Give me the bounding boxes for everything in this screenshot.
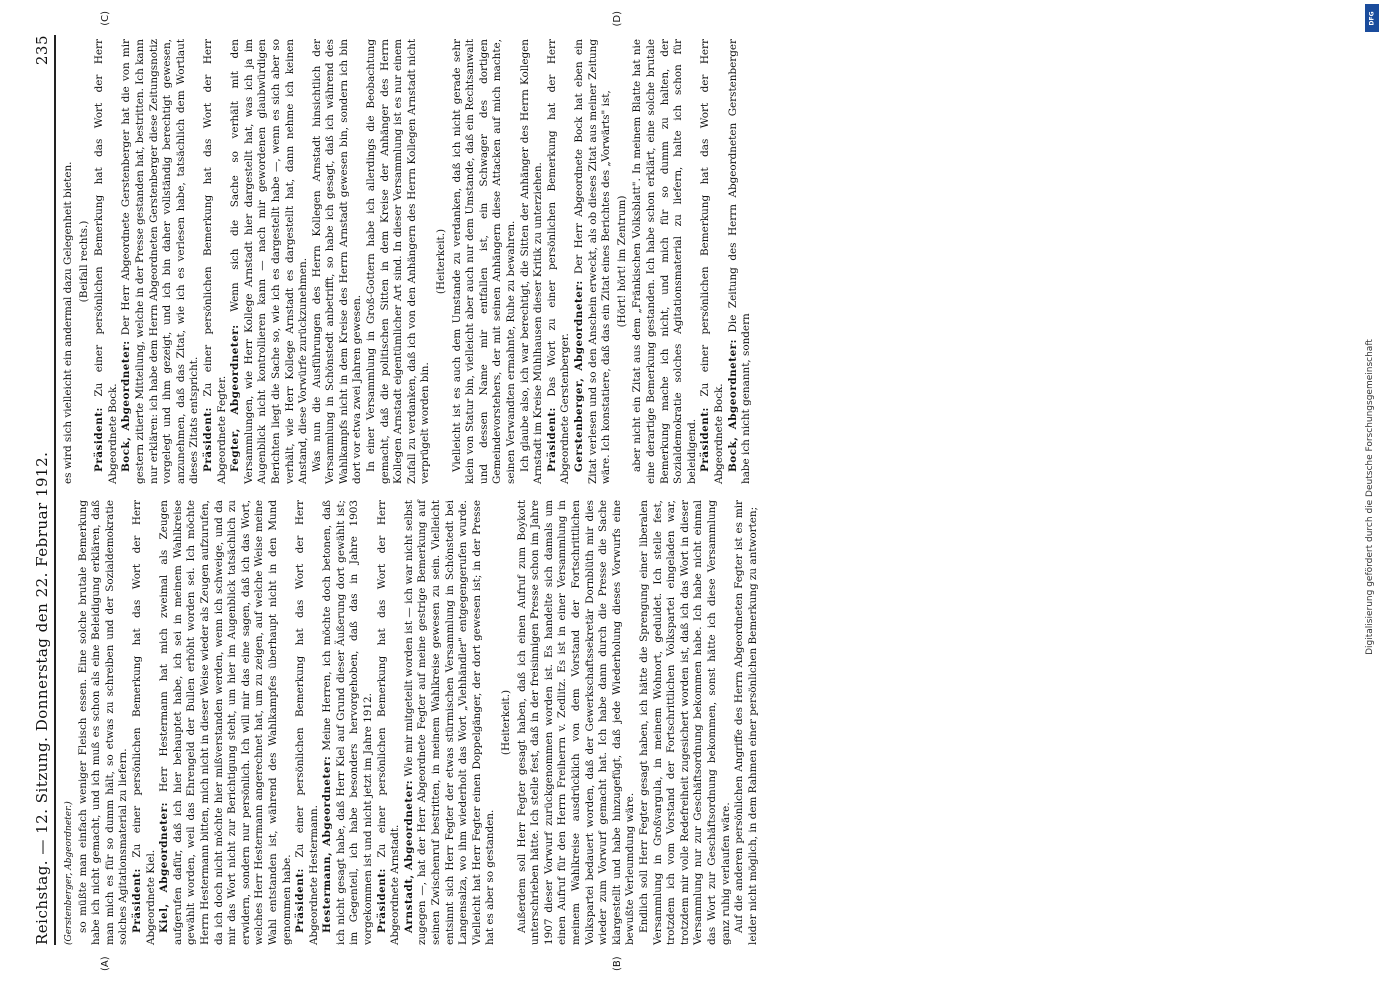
margin-mark-d: (D) — [612, 11, 623, 27]
paragraph: Was nun die Ausführungen des Herrn Kollegen Arnstadt hinsichtlich der Versammlung in Schönstedt anbetrifft, so habe ich gesagt, daß ich während des Wahlkampfs nicht in dem Kreise des Herrn Arnstadt gewesen bin, sondern ich bin dort vor etwa zwei Jahren gewesen. — [310, 39, 364, 484]
paragraph: Präsident: Zu einer persönlichen Bemerkung hat das Wort der Herr Abgeordnete Bock. — [93, 39, 119, 484]
paragraph: es wird sich vielleicht ein andermal dazu Gelegenheit bieten. — [62, 161, 74, 484]
paragraph: In einer Versammlung in Groß-Gottern habe ich allerdings die Beobachtung gemacht, daß die politischen Sitten in dem Kreise der Anhänger des Herrn Kollegen Arnstadt eigentümlicher Art sind. In dieser Versammlung ist es nur einem Zufall zu verdanken, daß ich von den Anhängern des Herrn Kollegen Arnstadt nicht verprügelt worden bin. — [365, 39, 432, 484]
page-number: 235 — [33, 35, 51, 66]
paragraph: aber nicht ein Zitat aus dem „Fränkischen Volksblatt". In meinem Blatte hat nie eine derartige Bemerkung gestanden. Ich habe schon erklärt, eine solche brutale Bemerkung mache ich nicht, und mich für so dumm zu halten, der Sozialdemokratie solches Agitationsmaterial zu liefern, halte ich schon für beleidigend. — [631, 39, 698, 484]
speaker-name: Hestermann, Abgeordneter: — [321, 755, 334, 933]
paragraph: Endlich soll Herr Fegter gesagt haben, ich hätte die Sprengung einer liberalen Versammlung in Großvargula, in meinem Wohnort, geduldet. Ich stelle fest, trotzdem ich vom Vorstand der Fortschrittlichen Volkspartei eingeladen war, trotzdem mir volle Redefreiheit zugesichert worden ist, daß ich das Wort in dieser Versammlung nur zur Geschäftsordnung bekommen habe. Ich habe nicht einmal das Wort zur Geschäftsordnung bekommen, sonst hätte ich diese Versammlung ganz ruhig verlaufen wäre. — [637, 500, 732, 945]
speaker-name: Arnstadt, Abgeordneter: — [402, 779, 415, 933]
speaker-name: Präsident: — [130, 868, 143, 933]
paragraph: Präsident: Zu einer persönlichen Bemerkung hat das Wort der Herr Abgeordnete Arnstadt. — [375, 500, 402, 945]
digitization-stamp: Digitalisierung gefördert durch die Deutsche Forschungsgemeinschaft — [1365, 339, 1375, 655]
paragraph: Präsident: Das Wort zu einer persönlichen Bemerkung hat der Herr Abgeordnete Gerstenberger. — [545, 39, 572, 484]
speaker-name: Präsident: — [375, 868, 388, 933]
speaker-name: Bock, Abgeordneter: — [726, 339, 739, 472]
paragraph: Hestermann, Abgeordneter: Meine Herren, ich möchte doch betonen, daß ich nicht gesagt habe, daß Herr Kiel auf Grund dieser Äußerung dort gewählt ist; im Gegenteil, ich habe besonders hervorgehoben, daß das in Jahre 1903 vorgekommen ist und nicht jetzt im Jahre 1912. — [321, 500, 375, 945]
dfg-logo: DFG — [1365, 4, 1379, 32]
paragraph: Außerdem soll Herr Fegter gesagt haben, daß ich einen Aufruf zum Boykott unterschrieben hätte. Ich stelle fest, daß in der freisinnigen Presse schon im Jahre 1907 dieser Vorwurf zurückgenommen worden ist. Es handelte sich damals um einen Aufruf für den Herrn Freiherrn v. Zedlitz. Es ist in einer Versammlung in meinem Wahlkreise ausdrücklich von dem Vorstand der Fortschrittlichen Volkspartei bedauert worden, daß der Gewerkschaftssekretär Dornblüth mir dies wieder zum Vorwurf gemacht hat. Ich habe dann durch die Presse die Sache klargestellt und habe hinzugefügt, daß jede Wiederholung dieses Vorwurfs eine bewußte Verleumdung wäre. — [515, 500, 637, 945]
speaker-name: Präsident: — [294, 868, 307, 933]
paragraph: Bock, Abgeordneter: Die Zeitung des Herrn Abgeordneten Gerstenberger habe ich nicht genannt, sondern — [726, 38, 753, 484]
paragraph: Präsident: Zu einer persönlichen Bemerkung hat das Wort der Herr Abgeordnete Kiel. — [130, 500, 157, 945]
paragraph: Ich glaube also, ich war berechtigt, die Sitten der Anhänger des Herrn Kollegen Arnstadt im Kreise Mühlhausen dieser Kritik zu unterziehen. — [518, 39, 545, 484]
paragraph: Bock, Abgeordneter: Der Herr Abgeordnete Gerstenberger hat die von mir gestern zitierte Mitteilung, welche in der Presse gestanden hat, bestritten. Ich kann nur erklären: ich habe dem Herrn Abgeordneten Gerstenberger diese Zeitungsnotiz vorgelegt und ihm gezeigt, und ich bin daher vollständig berechtigt gewesen, anzunehmen, daß das Zitat, wie ich es verlesen habe, tatsächlich dem Wortlaut dieses Zitats entspricht. — [120, 38, 201, 484]
speaker-name: Präsident: — [93, 407, 106, 472]
speaker-name: Bock, Abgeordneter: — [120, 340, 133, 472]
scanned-page — [25, 11, 1325, 975]
left-column — [62, 500, 760, 945]
speaker-name: Präsident: — [545, 407, 558, 472]
paragraph: (Gerstenberger, Abgeordneter.) — [64, 801, 74, 945]
speaker-name: Präsident: — [201, 407, 214, 472]
paragraph: so müßte man einfach weniger Fleisch essen. Eine solche brutale Bemerkung habe ich nicht gemacht, und ich muß es schon als eine Beleidigung erklären, daß man mich es für so dumm hält, so etwas zu schreiben und der Sozialdemokratie solches Agitationsmaterial zu liefern. — [76, 500, 130, 945]
right-column — [62, 39, 760, 484]
reaction: (Beifall rechts.) — [77, 220, 90, 303]
paragraph: Vielleicht ist es auch dem Umstande zu verdanken, daß ich nicht gerade sehr klein von Statur bin, vielleicht aber auch nur dem Umstande, daß ein Rechtsanwalt und dessen Name mir entfallen ist, ein Schwager des dortigen Gemeindevorstehers, der mit seinen Anhängern diese Attacken auf mich machte, seinen Verwandten ermahnte, Ruhe zu bewahren. — [450, 39, 517, 484]
speaker-name: Präsident: — [699, 407, 712, 472]
header-title: Reichstag. — 12. Sitzung. Donnerstag den 22. Februar 1912. — [33, 451, 51, 945]
paragraph: Auf die anderen persönlichen Angriffe des Herrn Abgeordneten Fegter ist es mir leider nicht möglich, in dem Rahmen einer persönlichen Bemerkung zu antworten; — [733, 500, 759, 945]
text-columns — [62, 11, 760, 971]
paragraph: Gerstenberger, Abgeordneter: Der Herr Abgeordnete Bock hat eben ein Zitat verlesen und so den Anschein erweckt, als ob dieses Zitat aus meiner Zeitung wäre. Ich konstatiere, daß das ein Zitat eines Berichtes des „Vorwärts" ist, — [572, 39, 613, 484]
margin-mark-a: (A) — [100, 956, 111, 971]
speaker-name: Gerstenberger, Abgeordneter: — [572, 280, 585, 472]
reaction: (Heiterkeit.) — [500, 689, 512, 756]
paragraph: Fegter, Abgeordneter: Wenn sich die Sache so verhält mit den Versammlungen, wie Herr Kollege Arnstadt hier dargestellt hat, was ich ja im Augenblick nicht kontrollieren kann — nach mir gewordenen glaubwürdigen Berichten liegt die Sache so, wie ich es dargestellt habe —, wenn es sich aber so verhält, wie Herr Kollege Arnstadt es dargestellt hat, dann nehme ich keinen Anstand, diese Vorwürfe zurückzunehmen. — [229, 39, 310, 484]
speaker-name: Kiel, Abgeordneter: — [158, 802, 171, 933]
margin-mark-c: (C) — [100, 11, 111, 26]
paragraph: Arnstadt, Abgeordneter: Wie mir mitgeteilt worden ist — ich war nicht selbst zugegen —, hat der Herr Abgeordnete Fegter auf meine gestrige Bemerkung auf seinen Zwischenruf bestritten, in meinem Wahlkreise gewesen zu sein. Vielleicht entsinnt sich Herr Fegter der etwas stürmischen Versammlung in Schönstedt bei Langensalza, wo ihm wiederholt das Wort „Viehhändler" entgegengerufen wurde. Vielleicht hat Herr Fegter einen Doppelgänger, der dort gewesen ist; in der Presse hat es aber so gestanden. — [402, 500, 497, 945]
speaker-name: Fegter, Abgeordneter: — [229, 324, 242, 472]
margin-mark-b: (B) — [612, 956, 623, 971]
paragraph: Präsident: Zu einer persönlichen Bemerkung hat das Wort der Herr Abgeordnete Hestermann. — [294, 500, 320, 945]
paragraph: Präsident: Zu einer persönlichen Bemerkung hat das Wort der Herr Abgeordnete Bock. — [699, 39, 725, 484]
paragraph: Kiel, Abgeordneter: Herr Hestermann hat mich zweimal als Zeugen aufgerufen dafür, daß ich hier behauptet habe, ich sei in meinem Wahlkreise gewählt worden, weil das Ehrengeld der Bullen erhöht worden sei. Ich möchte Herrn Hestermann bitten, mich nicht in dieser Weise wieder als Zeugen aufzurufen, da ich doch nicht möchte hier mißverstanden werden, wenn ich schweige, und da mir das Wort nicht zur Berichtigung steht, um hier im Augenblick tatsächlich zu erwidern, sondern nur persönlich. Ich will mir das eine sagen, daß ich das Wort, welches Herr Hestermann angerechnet hat, um zu zeigen, auf welche Weise meine Wahl entstanden ist, während des Wahlkampfes überhaupt nicht in den Mund genommen habe. — [158, 500, 293, 945]
reaction: (Heiterkeit.) — [435, 228, 448, 295]
page-header — [33, 35, 56, 945]
reaction: (Hört! hört! im Zentrum) — [615, 195, 628, 328]
paragraph: Präsident: Zu einer persönlichen Bemerkung hat das Wort der Herr Abgeordnete Fegter. — [201, 39, 228, 484]
